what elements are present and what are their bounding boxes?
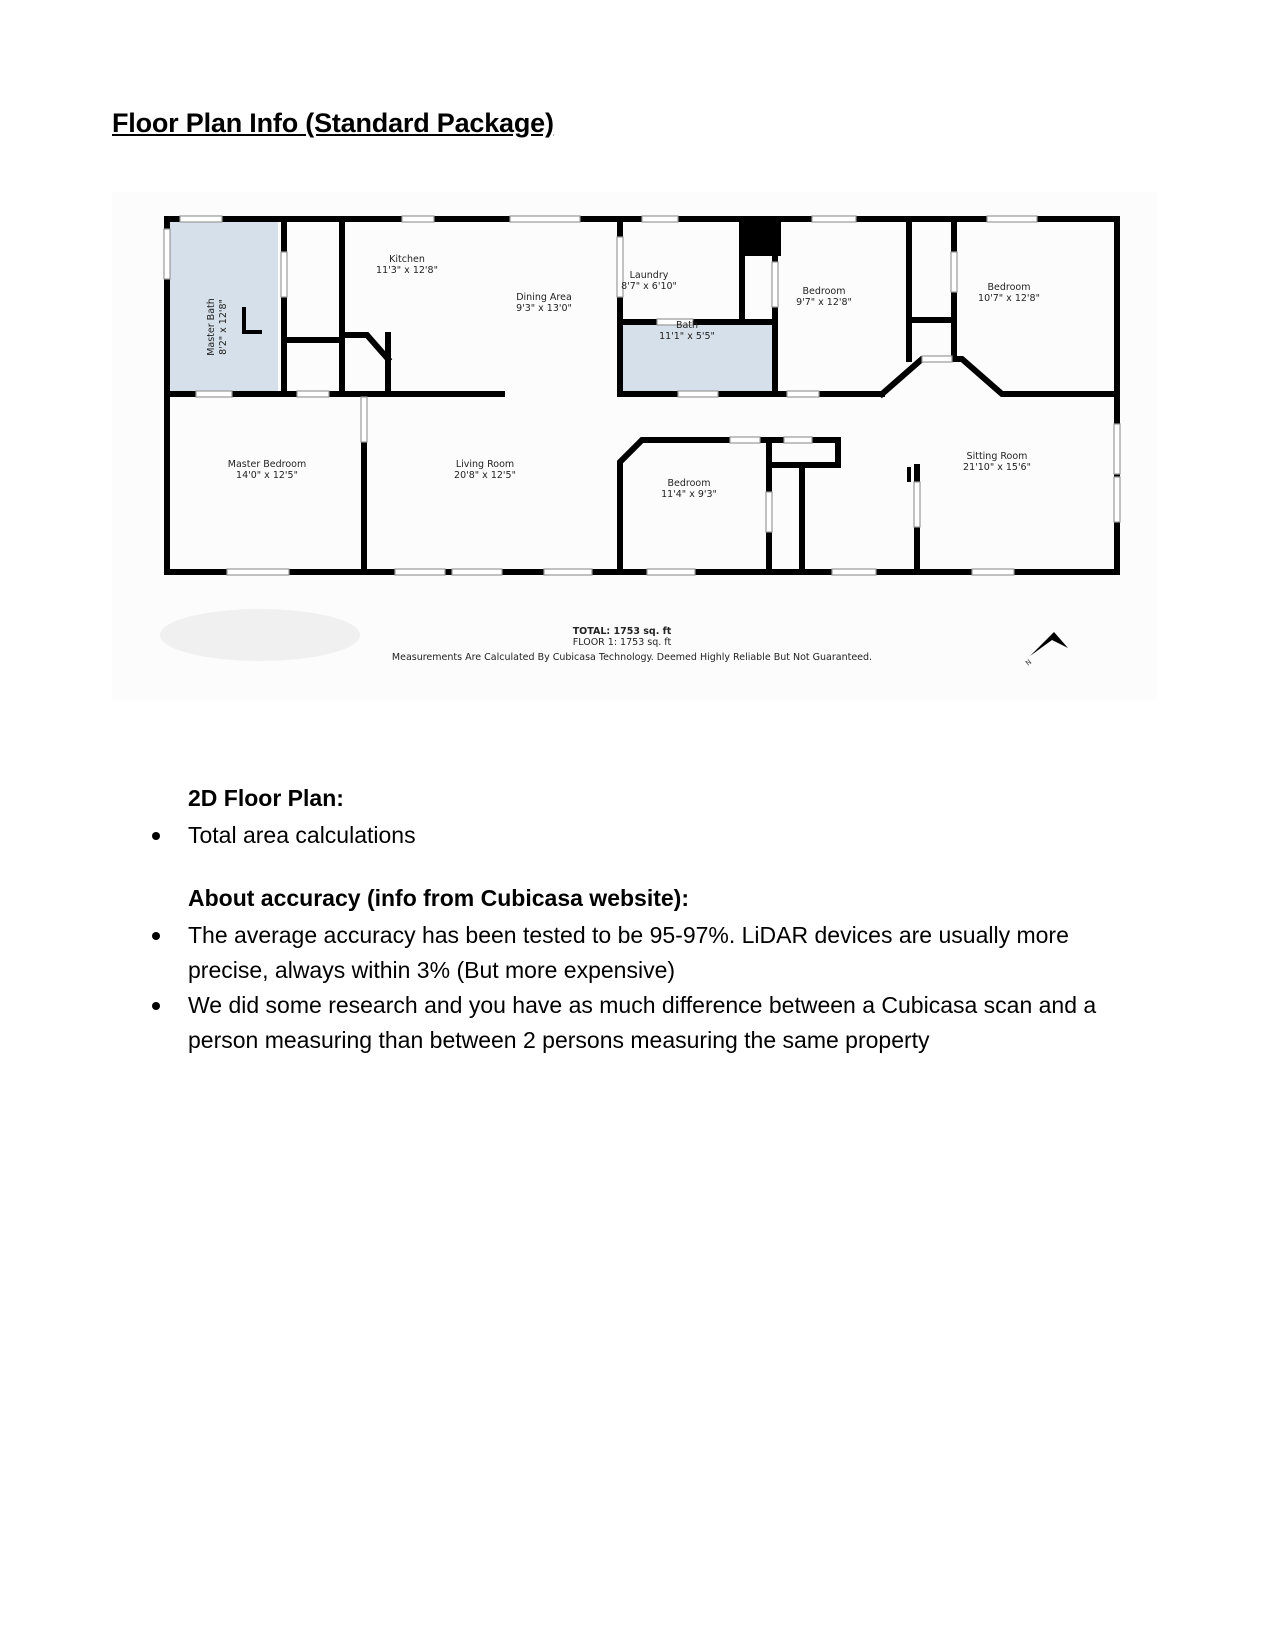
room-name-bedroom-4: Bedroom <box>667 478 711 489</box>
room-size-sitting-room: 21'10" x 15'6" <box>963 462 1031 473</box>
room-name-master-bedroom: Master Bedroom <box>227 459 307 470</box>
compass-icon <box>1024 632 1068 668</box>
floor-plan-drawing <box>112 192 1157 700</box>
list-item: We did some research and you have as much difference between a Cubicasa scan and a person measuring than between 2 persons measuring the same property <box>150 988 1150 1058</box>
floor-area: FLOOR 1: 1753 sq. ft <box>572 637 672 648</box>
room-size-bedroom-3: 10'7" x 12'8" <box>978 293 1040 304</box>
compass-letter: N <box>1024 658 1034 668</box>
floor-plan-bullet-list <box>150 818 1150 853</box>
room-name-sitting-room: Sitting Room <box>966 451 1028 462</box>
list-item: The average accuracy has been tested to be 95-97%. LiDAR devices are usually more precise, always within 3% (But more expensive) <box>150 918 1150 988</box>
room-name-dining-area: Dining Area <box>516 292 572 303</box>
room-name-kitchen: Kitchen <box>389 254 425 265</box>
floor-plan-heading: 2D Floor Plan: <box>188 785 344 811</box>
room-name-master-bath: Master Bath <box>206 298 217 356</box>
room-name-bedroom-3: Bedroom <box>987 282 1031 293</box>
room-name-bedroom-2: Bedroom <box>802 286 846 297</box>
page-title: Floor Plan Info (Standard Package) <box>112 108 554 138</box>
total-area: TOTAL: 1753 sq. ft <box>572 626 672 637</box>
room-name-living-room: Living Room <box>455 459 515 470</box>
floor-plan-image <box>112 192 1157 700</box>
room-size-master-bedroom: 14'0" x 12'5" <box>236 470 298 481</box>
accuracy-bullet-list <box>150 918 1150 1058</box>
room-name-bath: Bath <box>675 320 699 331</box>
room-size-dining-area: 9'3" x 13'0" <box>516 303 572 314</box>
measurement-disclaimer: Measurements Are Calculated By Cubicasa Technology. Deemed Highly Reliable But Not Guaranteed. <box>391 652 873 663</box>
room-size-bath: 11'1" x 5'5" <box>659 331 715 342</box>
logo-watermark <box>160 609 360 661</box>
room-size-master-bath: 8'2" x 12'8" <box>218 299 229 355</box>
room-size-laundry: 8'7" x 6'10" <box>621 281 677 292</box>
accuracy-heading: About accuracy (info from Cubicasa website): <box>188 885 689 911</box>
room-size-kitchen: 11'3" x 12'8" <box>376 265 438 276</box>
room-size-living-room: 20'8" x 12'5" <box>454 470 516 481</box>
room-size-bedroom-4: 11'4" x 9'3" <box>661 489 717 500</box>
room-name-laundry: Laundry <box>629 270 669 281</box>
room-size-bedroom-2: 9'7" x 12'8" <box>796 297 852 308</box>
list-item: Total area calculations <box>150 818 1150 853</box>
